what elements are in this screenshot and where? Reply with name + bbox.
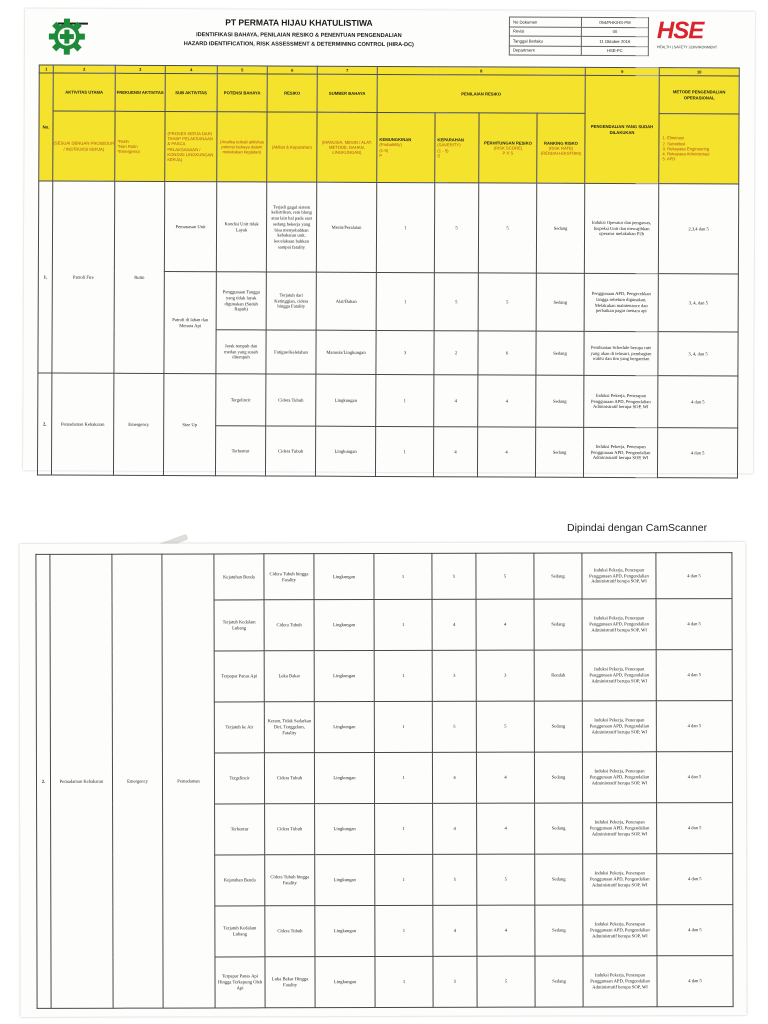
row-pengendalian: Induksi Pekerja, Penerapan Penggunaan APD, Pengendalian Administratif berupa SOP, WI — [582, 553, 656, 599]
row-metode: 4 dan 5 — [656, 650, 732, 701]
column-number: 4 — [165, 66, 217, 74]
column-number: 8 — [377, 66, 585, 75]
row-metode: 4 dan 5 — [657, 905, 733, 956]
row-s: 5 — [432, 553, 476, 599]
row-metode: 3, 4, dan 5 — [658, 332, 738, 376]
row-sumber: Lingkungan — [314, 753, 374, 804]
row-pengendalian: Induksi Pekerja, Penerapan Penggunaan APD, Pengendalian Administratif berupa SOP, WI — [582, 599, 656, 650]
meta-key: Department — [509, 46, 581, 56]
col-no: No. — [39, 73, 53, 181]
row-s: 2 — [434, 331, 478, 375]
column-number: 3 — [115, 65, 165, 73]
col-aktivitas-utama-desc: (SESUAI DENGAN PROSEDUR / INSTRUKSI KERJA) — [53, 111, 115, 181]
row-resiko: Cidera Tubuh — [264, 600, 314, 651]
col-keparahan-label: KEPARAHAN — [437, 137, 464, 143]
row-potensi: Penggunaan Tangga yang tidak layak digunakan (Sudah Rapuh) — [216, 272, 266, 330]
row-s: 5 — [434, 183, 478, 273]
col-frekuensi-desc: *Rutin *Non Rutin *Emergency — [115, 111, 165, 181]
hira-table — [37, 64, 740, 478]
col-metode: METODE PENGENDALIAN OPERASIONAL — [659, 76, 739, 114]
row-rank: Sedang — [534, 599, 582, 650]
row-p: 1 — [376, 182, 434, 272]
col-perhitungan — [479, 113, 537, 183]
meta-value: 11 Oktober 2016 — [581, 36, 648, 46]
row-p: 1 — [374, 599, 432, 650]
meta-key: No Dokumen — [509, 17, 581, 27]
row-s: 5 — [432, 701, 476, 752]
hse-logo-word: HSE — [656, 17, 704, 45]
col-ranking-desc: (RISK RATE) (RENDAH-EKSTRIM) — [540, 145, 582, 156]
row-rank: Sedang — [534, 553, 582, 599]
row-pengendalian: Induksi Pekerja, Penerapan Penggunaan APD, Pengendalian Administratif berupa SOP, WI — [584, 375, 658, 427]
row-pengendalian: Induksi Pekerja, Penerapan Penggunaan APD, Pengendalian Administratif berupa SOP, WI — [582, 752, 656, 803]
row-s: 3 — [432, 650, 476, 701]
row-score: 4 — [476, 752, 534, 803]
row-score: 4 — [477, 427, 535, 477]
row-sub-aktivitas: Pemanasan Unit — [164, 182, 216, 272]
row-p: 1 — [376, 272, 434, 330]
row-potensi: Kondisi Unit tidak Layak — [216, 182, 266, 272]
document-page-1 — [23, 8, 755, 473]
col-keparahan-desc: (SAVERITY) (1 - 5) S — [437, 142, 461, 158]
row-rank: Sedang — [535, 854, 583, 905]
row-pengendalian: Induksi Pekerja, Penerapan Penggunaan APD, Pengendalian Administratif berupa SOP, WI — [582, 701, 656, 752]
row-aktivitas: Patroli Fire — [52, 181, 115, 373]
row-p: 1 — [374, 553, 432, 599]
row-metode: 4 dan 5 — [657, 803, 733, 854]
row-sumber: Lingkungan — [314, 651, 374, 702]
row-score: 6 — [478, 331, 536, 375]
row-sumber: Lingkungan — [315, 855, 375, 906]
hse-tagline: HEALTH | SAFETY | ENVIRONMENT — [656, 45, 718, 50]
col-potensi-bahaya-desc: (Analisa terkait aktivitas potensi bahaya dalam melakukan kegiatan) — [217, 112, 267, 182]
row-sumber: Lingkungan — [316, 374, 376, 426]
row-score: 4 — [478, 375, 536, 427]
row-metode: 4 dan 5 — [656, 599, 732, 650]
column-number: 10 — [659, 68, 739, 76]
row-frekuensi: Rutin — [114, 181, 165, 373]
row-pengendalian: Induksi Pekerja, Penerapan Penggunaan APD, Pengendalian Administratif berupa SOP, WI — [582, 650, 656, 701]
col-perhitungan-desc: (RISK SCORE) P X S — [493, 145, 523, 156]
hse-logo — [657, 19, 733, 59]
row-pengendalian: Induksi Operator dan pengawas, Inspeksi Unit dan mewajibkan operator melakukan P2h — [584, 183, 658, 273]
row-score: 4 — [477, 905, 535, 956]
row-metode: 2,3,4 dan 5 — [658, 184, 738, 274]
row-no: 2. — [36, 554, 51, 1008]
row-pengendalian: Induksi Pekerja, Penerapan Penggunaan APD, Pengendalian Administratif berupa SOP, WI — [583, 854, 657, 905]
row-sumber: Mesin/Peralatan — [316, 182, 376, 272]
row-sumber: Lingkungan — [315, 957, 375, 1008]
col-pengendalian: PENGENDALIAN YANG SUDAH DILAKUKAN — [585, 75, 659, 183]
row-frekuensi: Emergency — [112, 554, 163, 1008]
row-rank: Sedang — [534, 701, 582, 752]
col-kemungkinan-label: KEMUNGKINAN — [379, 136, 412, 143]
row-pengendalian: Induksi Pekerja, Penerapan Penggunaan APD, Pengendalian Administratif berupa SOP, WI — [583, 905, 657, 956]
row-rank: Sedang — [534, 752, 582, 803]
col-penilaian-resiko: PENILAIAN RESIKO — [377, 74, 585, 113]
row-s: 5 — [433, 854, 477, 905]
row-rank: Sedang — [536, 183, 584, 273]
row-resiko: Keram, Tidak Sadarkan Diri, Tenggelam, Fatality — [264, 702, 314, 753]
row-resiko: Luka Bakar Hingga Fatality — [265, 957, 315, 1008]
table-row — [36, 553, 732, 601]
row-score: 4 — [476, 599, 534, 650]
row-resiko: Cidera Tubuh hingga Fatality — [265, 855, 315, 906]
row-potensi: Terjatuh Kedalam Lubang — [214, 600, 264, 651]
row-sumber: Lingkungan — [315, 426, 375, 476]
row-sumber: Lingkungan — [314, 600, 374, 651]
table-row — [38, 181, 738, 274]
row-no: 1. — [38, 181, 53, 373]
row-no: 2. — [37, 373, 51, 475]
row-potensi: Tergelincir — [214, 753, 264, 804]
row-s: 5 — [433, 956, 477, 1007]
row-rank: Sedang — [535, 956, 583, 1007]
row-resiko: Terjadi gagal sistem kelistrikan, rem blong atau lain hal pada saat sedang bekerja yang bisa menyebabkan kebakaran unit, kecelakaan bahkan sampai fatality — [266, 182, 316, 272]
col-sub-aktivitas: SUB AKTIVITAS — [165, 74, 217, 112]
company-name: PT PERMATA HIJAU KHATULISTIWA — [225, 17, 373, 28]
row-p: 1 — [374, 650, 432, 701]
header-row — [39, 73, 739, 114]
hira-table-continued — [35, 552, 733, 1009]
row-potensi: Terbentur — [215, 804, 265, 855]
row-potensi: Terpapar Panas Api — [214, 651, 264, 702]
row-score: 4 — [477, 803, 535, 854]
row-p: 1 — [374, 701, 432, 752]
row-pengendalian: Induksi Pekerja, Penerapan Penggunaan APD, Pengendalian Administratif berupa SOP, WI — [583, 956, 657, 1007]
col-sumber-bahaya: SUMBER BAHAYA — [317, 74, 377, 112]
row-p: 3 — [376, 330, 434, 374]
row-sumber: Manusia/Lingkungan — [316, 330, 376, 374]
row-p: 1 — [374, 752, 432, 803]
column-number: 1 — [39, 65, 53, 73]
row-rank: Rendah — [534, 650, 582, 701]
row-potensi: Kejatuhan Benda — [214, 554, 264, 600]
document-page-2 — [19, 542, 746, 1017]
row-potensi: Terjatuh Kedalam Lubang — [215, 906, 265, 957]
row-potensi: Kejatuhan Benda — [215, 855, 265, 906]
row-p: 1 — [375, 803, 433, 854]
col-ranking — [537, 113, 585, 183]
row-s: 4 — [432, 599, 476, 650]
row-aktivitas: Pemadaman Kebakaran — [50, 554, 113, 1008]
row-sumber: Alat/Bahan — [316, 272, 376, 330]
col-sumber-bahaya-desc: (MANUSIA, MESIN / ALAT, METODE, BAHAN, LINGKUNGAN) — [317, 112, 377, 182]
column-number: 6 — [267, 66, 317, 74]
row-sumber: Lingkungan — [315, 906, 375, 957]
row-resiko: Cidera Tubuh hingga Fatality — [264, 554, 314, 600]
row-p: 1 — [375, 426, 433, 476]
col-resiko-desc: (Akibat & Keparahan) — [267, 112, 317, 182]
document-meta-table — [509, 17, 649, 57]
row-metode: 4 dan 5 — [656, 752, 732, 803]
row-resiko: Cidera Tubuh — [265, 426, 315, 476]
title-line-en: HAZARD IDENTIFICATION, RISK ASSESSMENT & DETERMINING CONTROL (HIRA-DC) — [183, 41, 414, 49]
row-p: 1 — [375, 905, 433, 956]
col-resiko: RESIKO — [267, 74, 317, 112]
row-potensi: Terbentur — [215, 426, 265, 476]
column-number: 9 — [585, 67, 659, 75]
row-sumber: Lingkungan — [315, 804, 375, 855]
row-score: 5 — [478, 183, 536, 273]
row-aktivitas: Pemadaman Kebakaran — [51, 373, 113, 475]
row-score: 5 — [477, 956, 535, 1007]
col-metode-desc: 1. Eliminasi 2. Substitusi 3. Rekayasa Engineering 4. Rekayasa Administrasi 5. APD — [659, 114, 739, 184]
gear-cross-icon — [47, 17, 87, 57]
col-aktivitas-utama: AKTIVITAS UTAMA — [53, 73, 115, 111]
row-rank: Sedang — [536, 331, 584, 375]
row-metode: 4 dan 5 — [657, 854, 733, 905]
row-score: 5 — [476, 553, 534, 599]
row-s: 4 — [433, 905, 477, 956]
row-resiko: Fatigue/Kelelahan — [266, 330, 316, 374]
row-rank: Sedang — [536, 375, 584, 427]
row-s: 5 — [434, 273, 478, 331]
row-resiko: Terjatuh dari Ketinggian, cidera hingga Fatality — [266, 272, 316, 330]
row-resiko: Cidera Tubuh — [264, 753, 314, 804]
row-p: 1 — [376, 374, 434, 426]
row-sumber: Lingkungan — [314, 554, 374, 600]
row-s: 4 — [433, 803, 477, 854]
row-s: 4 — [432, 752, 476, 803]
row-potensi: Terjatuh ke Air — [214, 702, 264, 753]
row-resiko: Cidera Tubuh — [265, 906, 315, 957]
col-keparahan — [435, 113, 479, 183]
meta-value: 054/PHK/HS-PM — [581, 17, 648, 27]
row-sub-aktivitas: Pemadaman — [162, 554, 215, 1008]
row-frekuensi: Emergency — [113, 373, 163, 475]
column-number: 5 — [217, 66, 267, 74]
row-resiko: Luka Bakar — [264, 651, 314, 702]
row-metode: 4 dan 5 — [658, 428, 738, 478]
row-potensi: Terpapar Panas Api Hingga Terkepung Oleh Api — [215, 957, 265, 1008]
row-pengendalian: Pembuatan Schedule berupa rute yang akan di telusuri, pembagian waktu dan tim yang bergantian — [584, 331, 658, 375]
table-row — [38, 373, 738, 428]
row-p: 1 — [375, 854, 433, 905]
row-rank: Sedang — [535, 803, 583, 854]
row-score: 3 — [476, 650, 534, 701]
col-frekuensi: FREKUENSI AKTIVITAS — [115, 73, 165, 111]
col-kemungkinan — [377, 112, 435, 182]
row-metode: 4 dan 5 — [657, 956, 733, 1007]
row-metode: 4 dan 5 — [656, 553, 732, 599]
row-sub-aktivitas: Patroli di lahan dan Menara Api — [164, 272, 216, 374]
document-title — [99, 31, 499, 51]
col-sub-aktivitas-desc: (PROSES KERJA DARI TAHAP PELAKSANAAN & PASCA PELAKSANAAN / KONDISI LINGKUNGAN KERJA) — [165, 112, 217, 182]
title-line-id: IDENTIFIKASI BAHAYA, PENILAIAN RESIKO & PENENTUAN PENGENDALIAN — [196, 32, 402, 40]
meta-value: 00 — [581, 27, 648, 37]
row-potensi: Jarak tempuh dan medan yang susah ditempuh — [216, 330, 266, 374]
row-sub-aktivitas: Size Up — [163, 374, 215, 476]
meta-key: Tanggal Berlaku — [509, 36, 581, 46]
row-pengendalian: Induksi Pekerja, Penerapan Penggunaan APD, Pengendalian Administratif berupa SOP, WI — [583, 803, 657, 854]
row-metode: 4 dan 5 — [658, 376, 738, 428]
col-perhitungan-label: PERHITUNGAN RESIKO — [483, 140, 532, 146]
row-s: 4 — [433, 427, 477, 477]
scanner-watermark: Dipindai dengan CamScanner — [567, 522, 708, 534]
row-metode: 4 dan 5 — [656, 701, 732, 752]
row-pengendalian: Induksi Pekerja, Penerapan Penggunaan APD, Pengendalian Administratif berupa SOP, WI — [584, 427, 658, 477]
row-sumber: Lingkungan — [314, 702, 374, 753]
row-rank: Sedang — [536, 273, 584, 331]
row-resiko: Cidera Tubuh — [265, 804, 315, 855]
column-number: 7 — [317, 66, 377, 74]
row-potensi: Tergelincir — [216, 374, 266, 426]
meta-key: Revisi — [509, 27, 581, 37]
col-kemungkinan-desc: (Probability) (1-5) P — [379, 142, 402, 158]
row-rank: Sedang — [535, 427, 583, 477]
document-header — [39, 12, 739, 69]
meta-value: HSE-FC — [581, 46, 648, 56]
col-potensi-bahaya: POTENSI BAHAYA — [217, 74, 267, 112]
row-p: 1 — [375, 956, 433, 1007]
column-number: 2 — [53, 65, 115, 73]
row-pengendalian: Penggunaan APD, Pengecekkan tangga sebelum digunakan, Melakukan maintenance dan perbaikan pagar menara api — [584, 273, 658, 331]
row-metode: 3, 4, dan 5 — [658, 274, 738, 332]
row-s: 4 — [434, 375, 478, 427]
row-resiko: Cidera Tubuh — [266, 374, 316, 426]
row-score: 5 — [478, 273, 536, 331]
row-score: 5 — [476, 701, 534, 752]
row-score: 5 — [477, 854, 535, 905]
col-ranking-label: RANKING RISKO — [543, 140, 578, 146]
row-rank: Sedang — [535, 905, 583, 956]
